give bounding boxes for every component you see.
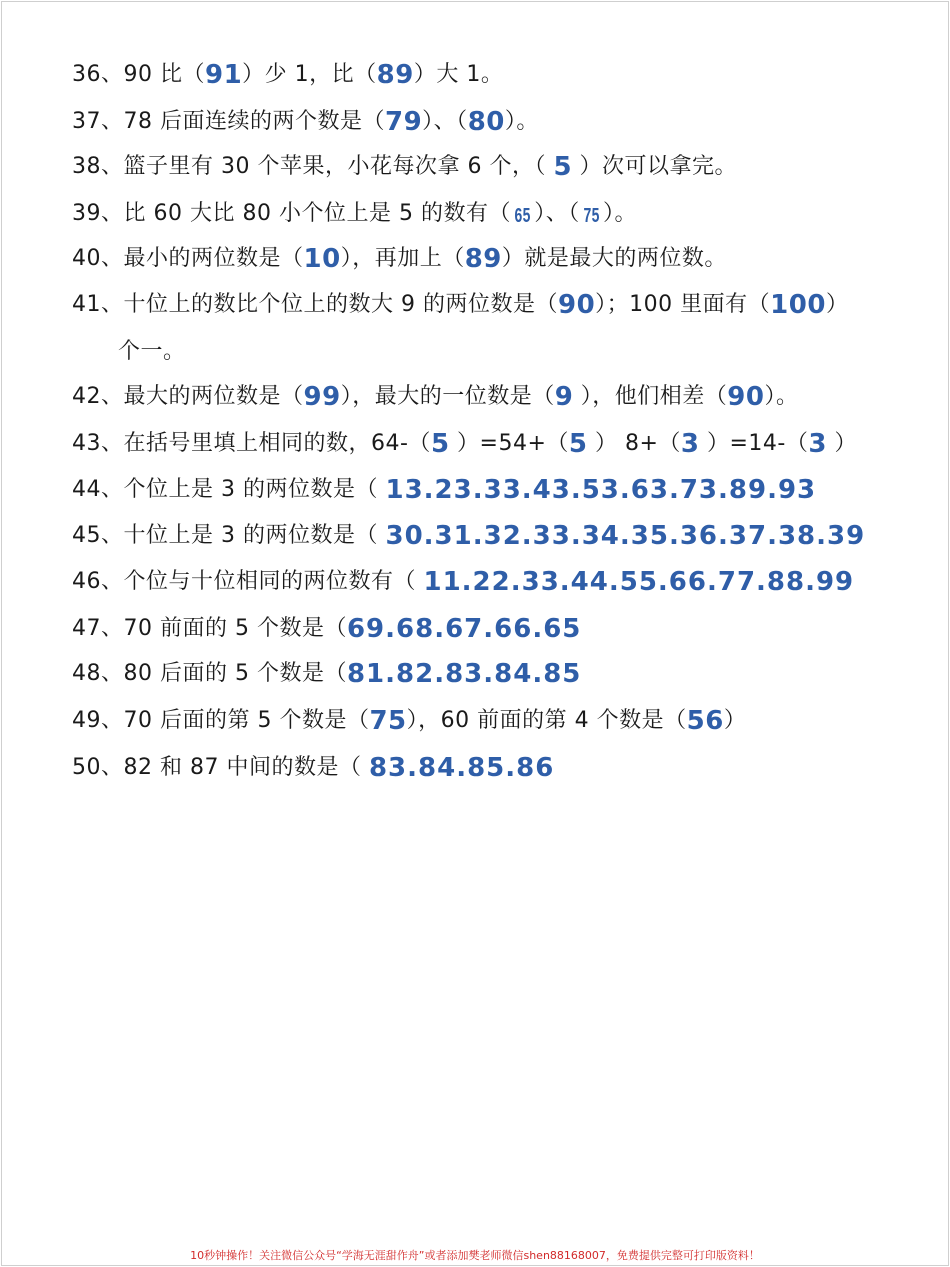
question-42	[72, 382, 799, 412]
answer: 81.82.83.84.85	[346, 659, 582, 689]
question-text: 44、个位上是 3 的两位数是（	[72, 477, 386, 502]
question-39	[72, 199, 637, 231]
question-text: 41、十位上的数比个位上的数大 9 的两位数是（	[72, 292, 558, 317]
question-text: ）。	[602, 201, 637, 226]
question-text: ），最大的一位数是（	[340, 384, 555, 409]
question-48	[72, 659, 581, 689]
question-text: ）就是最大的两位数。	[501, 246, 727, 271]
question-text: ）	[826, 431, 857, 456]
question-text: ）=14-（	[699, 431, 809, 456]
answer: 99	[303, 382, 341, 412]
question-text: ） 8+（	[587, 431, 681, 456]
answer: 3	[808, 429, 827, 459]
question-38	[72, 152, 737, 182]
question-44	[72, 475, 816, 505]
question-text: 49、70 后面的第 5 个数是（	[72, 708, 370, 733]
question-36	[72, 60, 503, 90]
answer: 83.84.85.86	[368, 753, 555, 783]
question-37	[72, 107, 539, 137]
question-text: 47、70 前面的 5 个数是（	[72, 616, 347, 641]
question-41	[72, 290, 848, 320]
answer: 30.31.32.33.34.35.36.37.38.39	[385, 521, 866, 551]
answer: 5	[568, 429, 588, 459]
question-text: 40、最小的两位数是（	[72, 246, 304, 271]
question-text: ）、（	[534, 201, 580, 226]
question-text: 42、最大的两位数是（	[72, 384, 304, 409]
question-text: 48、80 后面的 5 个数是（	[72, 661, 347, 686]
answer: 13.23.33.43.53.63.73.89.93	[385, 475, 817, 505]
question-text: ）；100 里面有（	[595, 292, 771, 317]
question-text: 36、90 比（	[72, 62, 205, 87]
question-text: 46、个位与十位相同的两位数有（	[72, 569, 424, 594]
question-43	[72, 429, 857, 459]
question-text: ），他们相差（	[573, 384, 728, 409]
question-text: 43、在括号里填上相同的数，64-（	[72, 431, 431, 456]
answer: 80	[467, 107, 505, 137]
footer-note: 10秒钟操作！关注微信公众号“学海无涯甜作舟”或者添加樊老师微信shen88168007，免费提供完整可打印版资料！	[190, 1249, 760, 1262]
question-text: ）、（	[422, 109, 468, 134]
answer: 90	[727, 382, 765, 412]
question-46	[72, 567, 854, 597]
answer: 100	[770, 290, 826, 320]
answer: 9	[554, 382, 574, 412]
question-text: ）=54+（	[449, 431, 569, 456]
answer: 11.22.33.44.55.66.77.88.99	[423, 567, 855, 597]
answer: 75	[583, 205, 600, 227]
question-45	[72, 521, 865, 551]
answer: 65	[514, 205, 531, 227]
answer: 75	[369, 706, 407, 736]
answer: 91	[204, 60, 243, 90]
answer: 5	[553, 152, 573, 182]
answer: 89	[464, 244, 502, 274]
answer: 90	[557, 290, 596, 320]
question-text: ）。	[504, 109, 539, 134]
answer: 79	[384, 107, 423, 137]
answer: 56	[686, 706, 724, 736]
answer: 89	[376, 60, 414, 90]
question-text: 45、十位上是 3 的两位数是（	[72, 523, 386, 548]
question-text: ）少 1，比（	[242, 62, 377, 87]
answer: 10	[303, 244, 341, 274]
question-text: ）次可以拿完。	[572, 154, 738, 179]
question-40	[72, 244, 727, 274]
question-49	[72, 706, 746, 736]
answer: 5	[430, 429, 450, 459]
question-41-continued	[118, 337, 186, 367]
question-text: ），60 前面的第 4 个数是（	[406, 708, 687, 733]
question-text: 50、82 和 87 中间的数是（	[72, 755, 369, 780]
question-text: 38、篮子里有 30 个苹果，小花每次拿 6 个，（	[72, 154, 554, 179]
question-text: ），再加上（	[340, 246, 465, 271]
question-47	[72, 614, 581, 644]
question-text: 37、78 后面连续的两个数是（	[72, 109, 385, 134]
question-text: ）。	[764, 384, 799, 409]
question-text: ）大 1。	[413, 62, 504, 87]
question-text: 39、比 60 大比 80 小个位上是 5 的数有（	[72, 201, 511, 226]
question-50	[72, 753, 554, 783]
answer: 3	[680, 429, 700, 459]
answer: 69.68.67.66.65	[346, 614, 582, 644]
question-text: ）	[723, 708, 747, 733]
question-text: ）	[825, 292, 849, 317]
question-text: 个一。	[118, 339, 186, 364]
